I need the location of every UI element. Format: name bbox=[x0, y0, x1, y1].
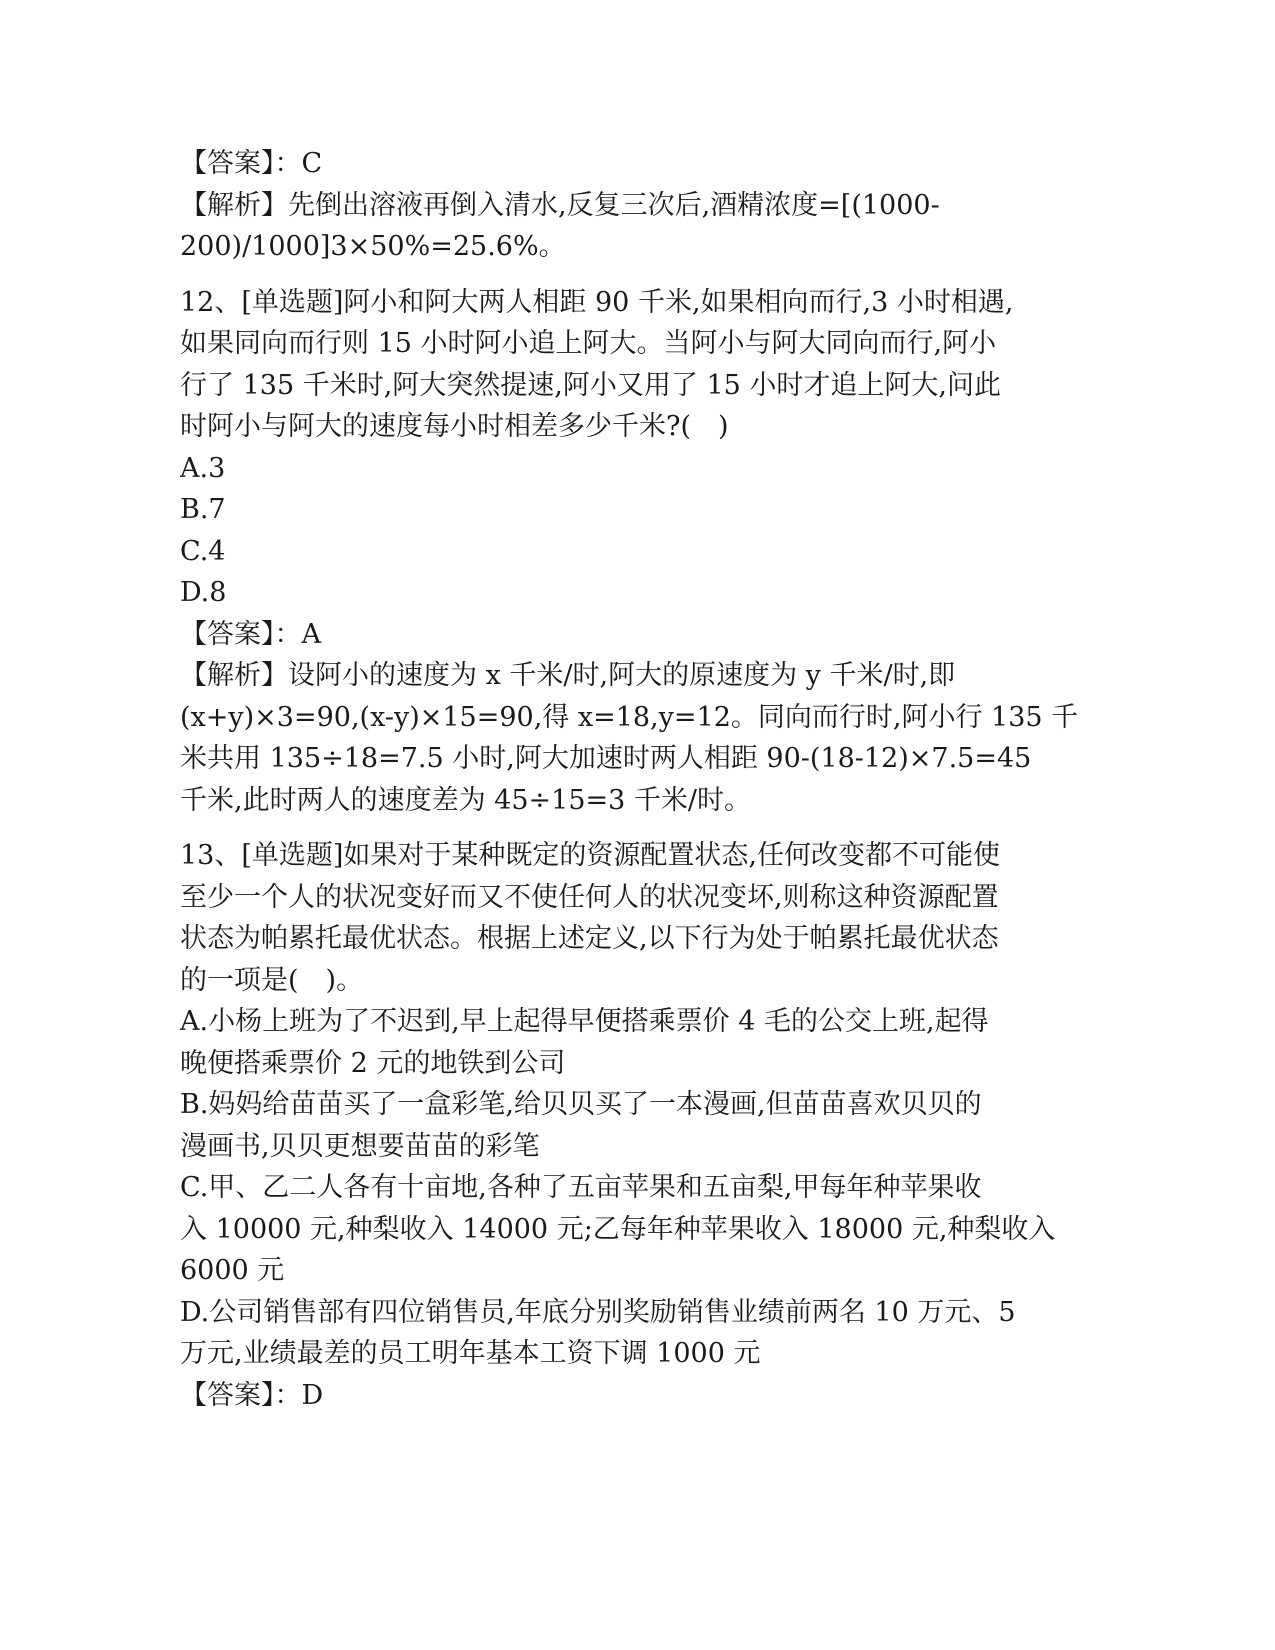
q12-stem-line: 行了 135 千米时,阿大突然提速,阿小又用了 15 小时才追上阿大,问此 bbox=[180, 369, 1001, 401]
document-page bbox=[180, 143, 1080, 1416]
q12-option-d: D.8 bbox=[180, 577, 227, 608]
q12-option-a: A.3 bbox=[180, 452, 226, 484]
spacer bbox=[180, 821, 1080, 835]
spacer bbox=[180, 268, 1080, 282]
q13-option-a-cont: 晚便搭乘票价 2 元的地铁到公司 bbox=[180, 1047, 566, 1079]
q13-answer: 【答案】：D bbox=[180, 1379, 324, 1411]
q12-analysis-line: 米共用 135÷18=7.5 小时,阿大加速时两人相距 90-(18-12)×7.5=45 bbox=[180, 743, 1032, 774]
q11-answer: 【答案】：C bbox=[180, 148, 323, 179]
q13-option-d-cont: 万元,业绩最差的员工明年基本工资下调 1000 元 bbox=[180, 1338, 761, 1369]
q13-stem-line: 13、[单选题]如果对于某种既定的资源配置状态,任何改变都不可能使 bbox=[180, 840, 1001, 871]
q12-analysis-line: 千米,此时两人的速度差为 45÷15=3 千米/时。 bbox=[180, 784, 751, 816]
q13-option-b-cont: 漫画书,贝贝更想要苗苗的彩笔 bbox=[180, 1130, 540, 1162]
q13-option-b: B.妈妈给苗苗买了一盒彩笔,给贝贝买了一本漫画,但苗苗喜欢贝贝的 bbox=[180, 1089, 982, 1120]
q12-option-b: B.7 bbox=[180, 494, 226, 525]
q12-stem-line: 时阿小与阿大的速度每小时相差多少千米?( ) bbox=[180, 411, 729, 442]
q13-stem-line: 状态为帕累托最优状态。根据上述定义,以下行为处于帕累托最优状态 bbox=[180, 923, 999, 954]
q13-option-c-cont: 6000 元 bbox=[180, 1255, 285, 1286]
q12-stem-line: 如果同向而行则 15 小时阿小追上阿大。当阿小与阿大同向而行,阿小 bbox=[180, 328, 997, 359]
q13-stem-line: 至少一个人的状况变好而又不使任何人的状况变坏,则称这种资源配置 bbox=[180, 881, 999, 913]
q12-option-c: C.4 bbox=[180, 535, 226, 567]
q13-option-c-cont: 入 10000 元,种梨收入 14000 元;乙每年种苹果收入 18000 元,种梨收入 bbox=[180, 1213, 1056, 1245]
q12-analysis-line: 【解析】设阿小的速度为 x 千米/时,阿大的原速度为 y 千米/时,即 bbox=[180, 660, 956, 691]
q12-stem-line: 12、[单选题]阿小和阿大两人相距 90 千米,如果相向而行,3 小时相遇, bbox=[180, 286, 1014, 318]
q13-option-d: D.公司销售部有四位销售员,年底分别奖励销售业绩前两名 10 万元、5 bbox=[180, 1296, 1016, 1328]
q13-option-c: C.甲、乙二人各有十亩地,各种了五亩苹果和五亩梨,甲每年种苹果收 bbox=[180, 1172, 982, 1203]
q12-answer: 【答案】：A bbox=[180, 618, 321, 650]
q13-stem-line: 的一项是( )。 bbox=[180, 964, 364, 996]
q11-analysis-line: 【解析】先倒出溶液再倒入清水,反复三次后,酒精浓度=[(1000- bbox=[180, 189, 940, 221]
q12-analysis-line: (x+y)×3=90,(x-y)×15=90,得 x=18,y=12。同向而行时,阿小行 135 千 bbox=[180, 701, 1079, 733]
q13-option-a: A.小杨上班为了不迟到,早上起得早便搭乘票价 4 毛的公交上班,起得 bbox=[180, 1006, 989, 1037]
q11-analysis-line: 200)/1000]3×50%=25.6%。 bbox=[180, 231, 566, 262]
